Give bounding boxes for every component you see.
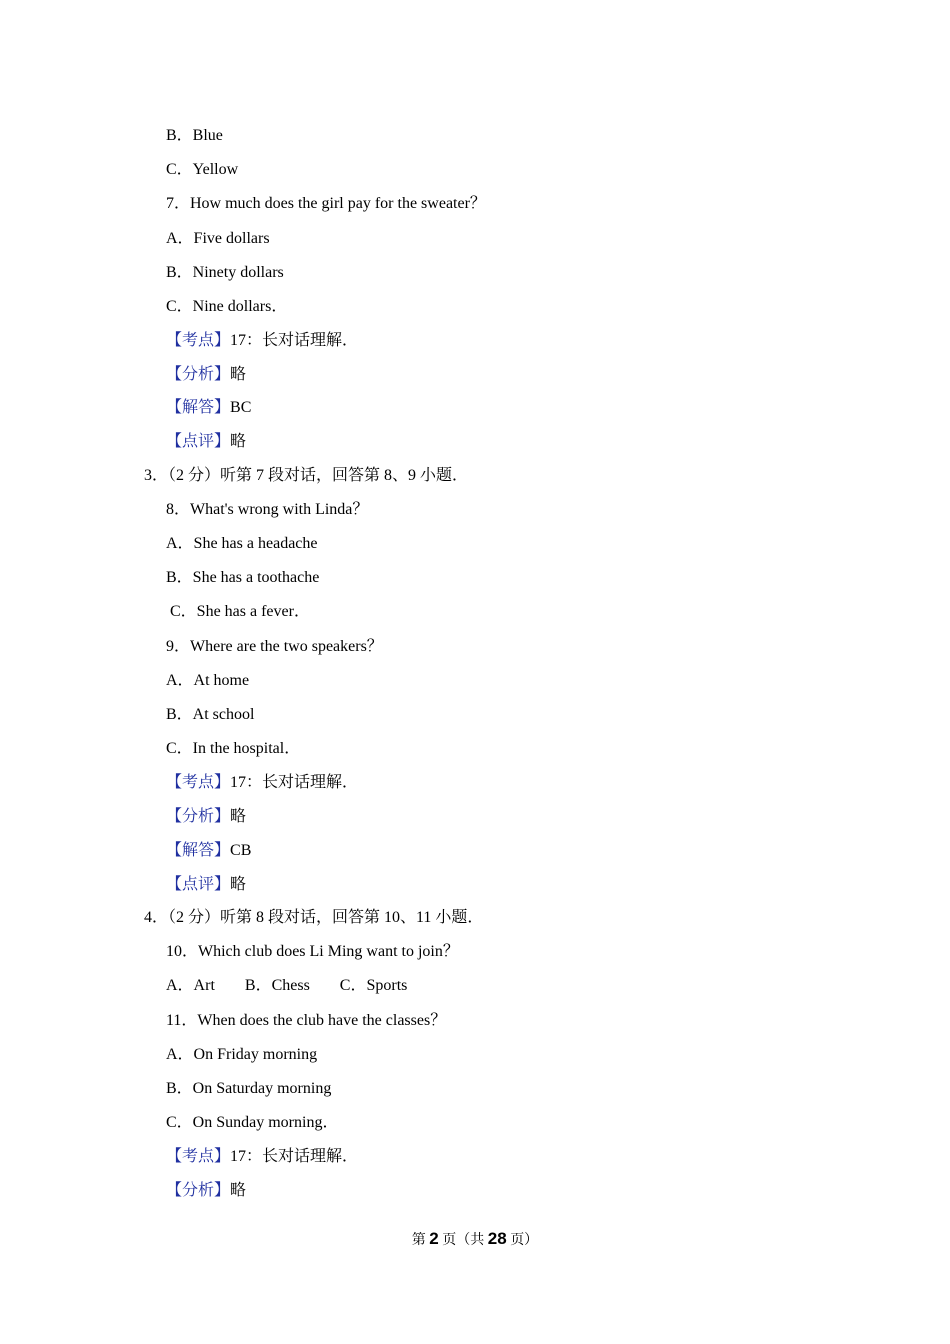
fenxi-line [166, 1181, 246, 1201]
question-8-option-a: A．She has a headache [166, 535, 318, 552]
question-7-option-c: C．Nine dollars． [166, 298, 288, 315]
footer-middle: 页（共 [438, 1233, 488, 1248]
footer-prefix: 第 [411, 1233, 430, 1248]
question-10-option-a: A．Art [166, 977, 215, 994]
fenxi-tag: 【分析】 [166, 808, 231, 825]
question-7-option-b: B．Ninety dollars [166, 264, 284, 281]
fenxi-line [166, 807, 246, 827]
fenxi-tag: 【分析】 [166, 366, 231, 383]
jieda-line [166, 841, 251, 861]
dianping-tag: 【点评】 [166, 876, 231, 893]
page-footer [0, 1229, 950, 1251]
question-3-heading: 3．（2 分）听第 7 段对话，回答第 8、9 小题． [144, 467, 469, 484]
option-c-yellow: C．Yellow [166, 161, 239, 178]
kaodian-tag: 【考点】 [166, 332, 231, 349]
jieda-line [166, 398, 251, 418]
question-10-option-c: C．Sports [339, 977, 408, 994]
question-9: 9．Where are the two speakers？ [166, 638, 383, 655]
kaodian-text: 17：长对话理解． [230, 774, 359, 791]
question-9-option-a: A．At home [166, 672, 250, 689]
kaodian-text: 17：长对话理解． [230, 332, 359, 349]
question-11-option-b: B．On Saturday morning [166, 1080, 332, 1097]
dianping-text: 略 [230, 433, 247, 450]
question-4-heading: 4．（2 分）听第 8 段对话，回答第 10、11 小题． [144, 909, 484, 926]
fenxi-text: 略 [230, 1182, 247, 1199]
jieda-tag: 【解答】 [166, 842, 231, 859]
total-page-number: 28 [487, 1229, 507, 1248]
kaodian-tag: 【考点】 [166, 774, 231, 791]
kaodian-tag: 【考点】 [166, 1148, 231, 1165]
kaodian-line [166, 331, 358, 351]
question-8: 8．What's wrong with Linda？ [166, 501, 369, 518]
dianping-tag: 【点评】 [166, 433, 231, 450]
question-7: 7．How much does the girl pay for the sweater？ [166, 195, 486, 212]
kaodian-line [166, 773, 358, 793]
question-9-option-c: C．In the hospital． [166, 740, 301, 757]
question-8-option-b: B．She has a toothache [166, 569, 320, 586]
question-11-option-a: A．On Friday morning [166, 1046, 318, 1063]
fenxi-text: 略 [230, 808, 247, 825]
question-9-option-b: B．At school [166, 706, 255, 723]
question-10-option-b: B．Chess [244, 977, 310, 994]
jieda-text: CB [230, 842, 252, 859]
question-8-option-c: C．She has a fever． [170, 603, 310, 620]
dianping-line [166, 432, 246, 452]
option-b-blue: B．Blue [166, 127, 223, 144]
dianping-line [166, 875, 246, 895]
kaodian-line [166, 1147, 358, 1167]
current-page-number: 2 [429, 1229, 439, 1248]
question-10-options [166, 976, 407, 996]
kaodian-text: 17：长对话理解． [230, 1148, 359, 1165]
dianping-text: 略 [230, 876, 247, 893]
question-7-option-a: A．Five dollars [166, 230, 270, 247]
jieda-tag: 【解答】 [166, 399, 231, 416]
footer-suffix: 页） [506, 1233, 539, 1248]
fenxi-tag: 【分析】 [166, 1182, 231, 1199]
jieda-text: BC [230, 399, 252, 416]
fenxi-line [166, 365, 246, 385]
question-11: 11．When does the club have the classes？ [166, 1012, 447, 1029]
question-11-option-c: C．On Sunday morning． [166, 1114, 339, 1131]
fenxi-text: 略 [230, 366, 247, 383]
question-10: 10．Which club does Li Ming want to join？ [166, 943, 459, 960]
